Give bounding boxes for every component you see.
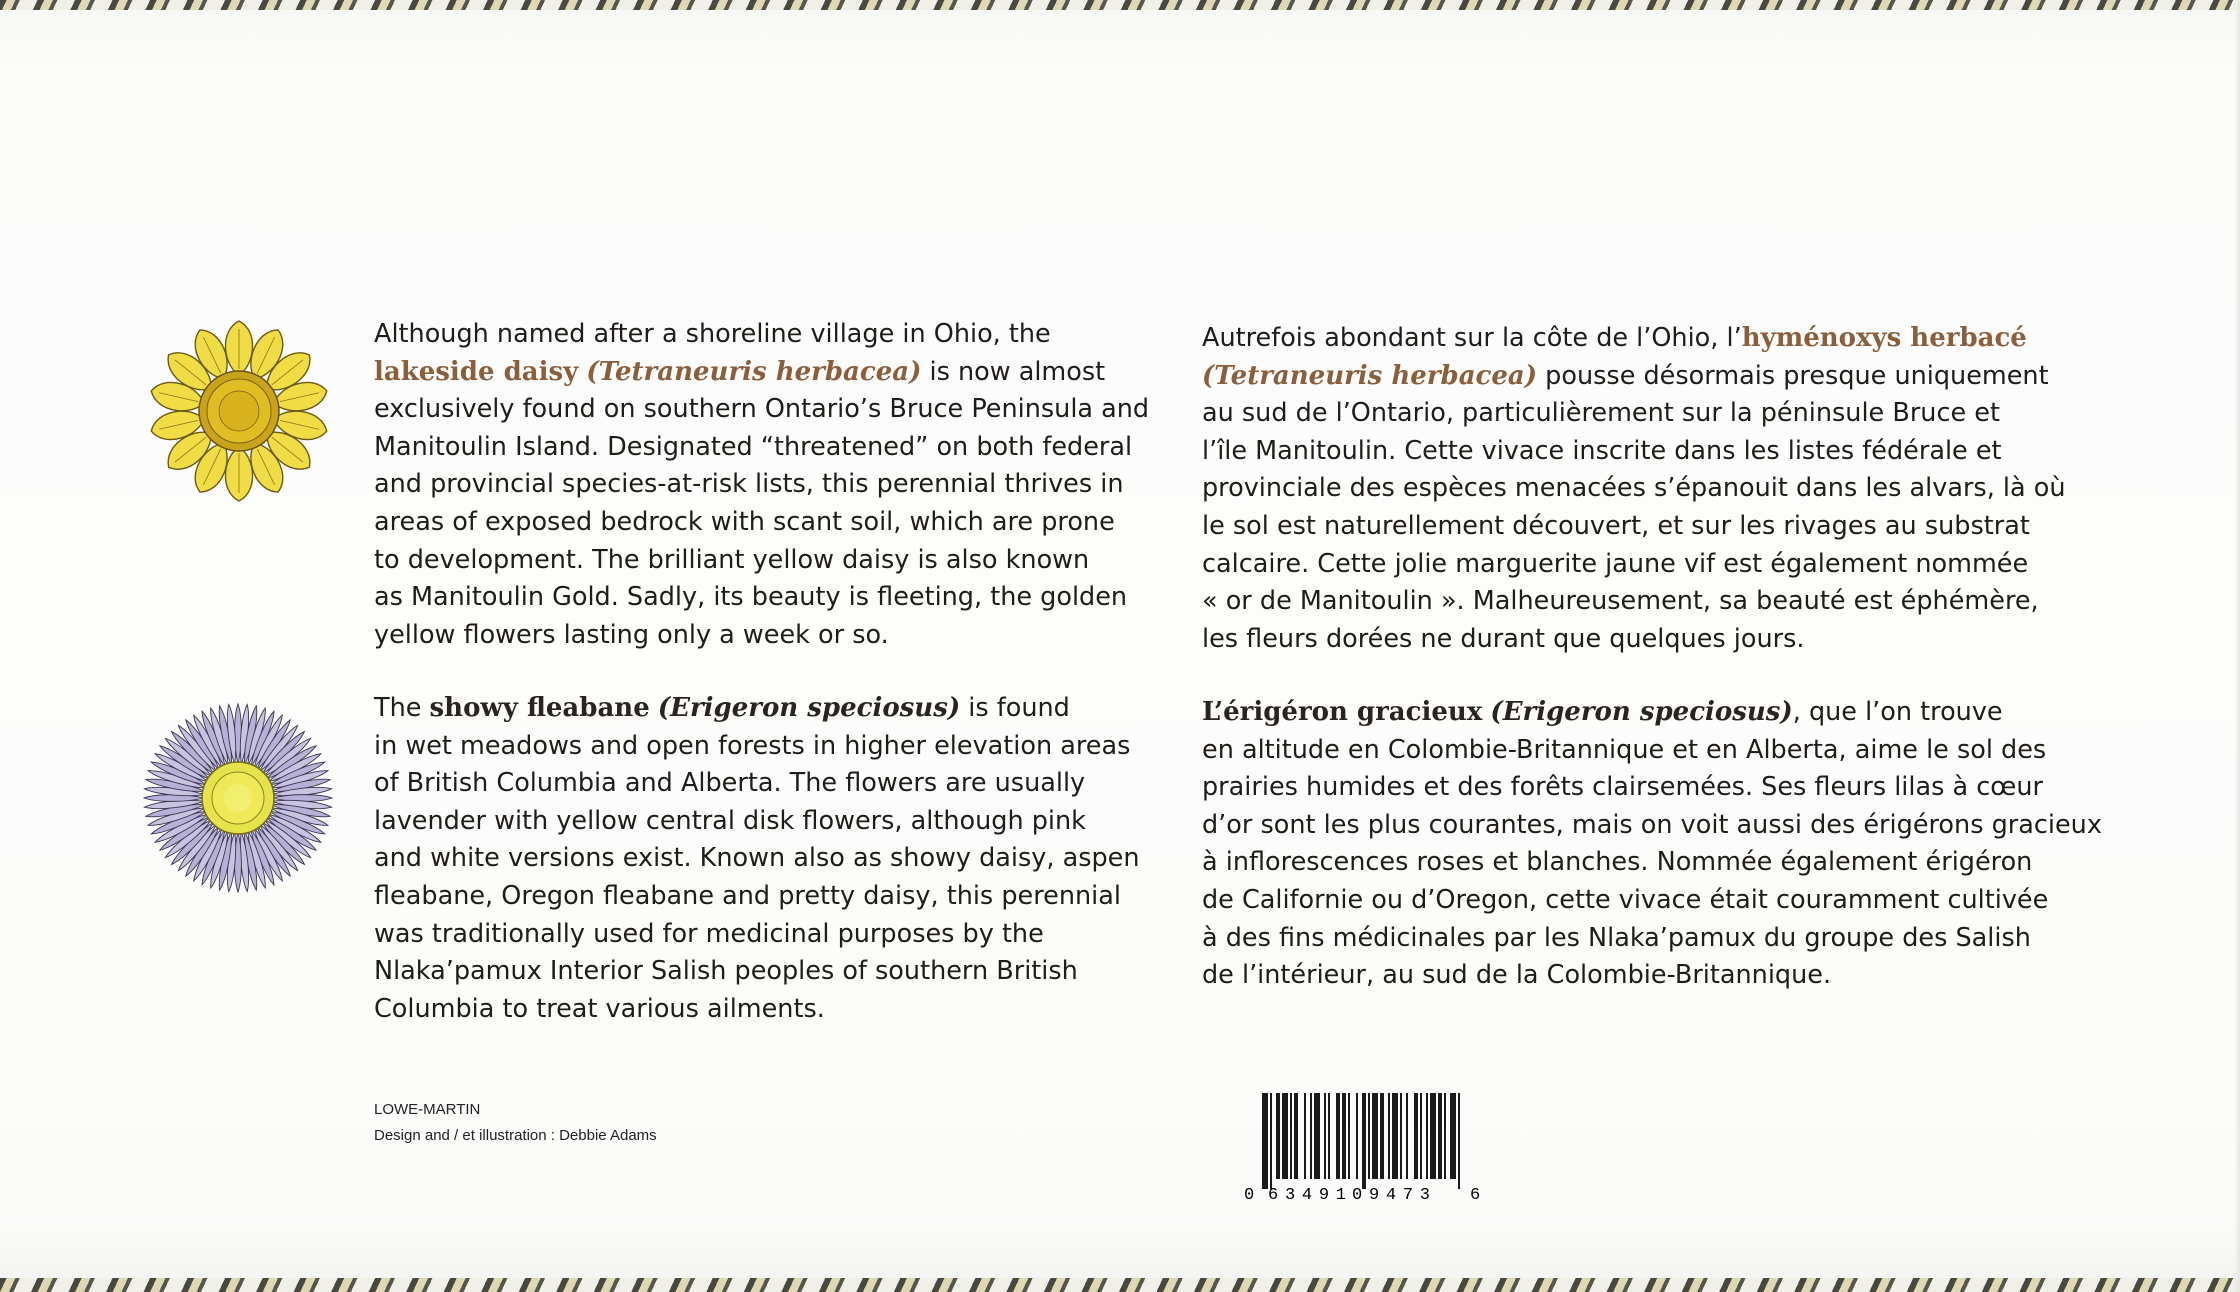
barcode-bar: [1290, 1093, 1292, 1179]
en-p2-line-3: of British Columbia and Alberta. The flowers are usually: [374, 768, 1086, 799]
fr-p1-line-2: [1202, 358, 2066, 396]
en-p1-line-3: exclusively found on southern Ontario’s Bruce Peninsula and: [374, 394, 1150, 425]
en-p2-line-7: was traditionally used for medicinal purposes by the: [374, 918, 1044, 949]
en-common-name-daisy: lakeside daisy: [374, 356, 579, 387]
barcode-group-1: 63491: [1268, 1186, 1346, 1203]
en-p2-line-9: Columbia to treat various ailments.: [374, 993, 825, 1024]
barcode-left-digit: 0: [1244, 1186, 1255, 1203]
fr-p1-line-9: les fleurs dorées ne durant que quelques jours.: [1202, 623, 1805, 654]
barcode-bar: [1356, 1093, 1358, 1179]
fr-p2-line-7: à des fins médicinales par les Nlaka’pamux du groupe des Salish: [1202, 922, 2031, 953]
showy-fleabane-illustration: [140, 700, 336, 896]
barcode-bar: [1262, 1093, 1268, 1189]
fr-p2-line-2: en altitude en Colombie-Britannique et en Alberta, aime le sol des: [1202, 734, 2047, 765]
fr-p2-line-4: d’or sont les plus courantes, mais on voit aussi des érigérons gracieux: [1202, 809, 2102, 840]
en-p2-line-6: fleabane, Oregon fleabane and pretty daisy, this perennial: [374, 880, 1121, 911]
fr-p1-line-1: [1202, 320, 2066, 358]
en-scientific-name-fleabane: (Erigeron speciosus): [657, 693, 961, 723]
barcode-bar: [1362, 1093, 1366, 1189]
fr-p1-line-2-tail: pousse désormais presque uniquement: [1537, 360, 2049, 391]
barcode-bar: [1336, 1093, 1340, 1179]
right-edge-shadow: [2234, 0, 2240, 1292]
barcode-bar: [1420, 1093, 1422, 1179]
fr-scientific-name-daisy: (Tetraneuris herbacea): [1202, 360, 1538, 391]
barcode-bar: [1282, 1093, 1288, 1179]
barcode-bar: [1392, 1093, 1398, 1179]
barcode-bar: [1324, 1093, 1326, 1179]
en-p2-line-1: [374, 690, 1140, 728]
en-common-name-fleabane: showy fleabane: [429, 693, 650, 723]
fr-p1-line-4: l’île Manitoulin. Cette vivace inscrite dans les listes fédérale et: [1202, 435, 2002, 466]
fr-p1-line-6: le sol est naturellement découvert, et sur les rivages au substrat: [1202, 510, 2030, 541]
en-p1-line-4: Manitoulin Island. Designated “threatened” on both federal: [374, 431, 1133, 462]
barcode-bar: [1304, 1093, 1306, 1179]
barcode-bar: [1414, 1093, 1418, 1179]
barcode-bar: [1270, 1093, 1272, 1189]
en-p1-line-7: to development. The brilliant yellow daisy is also known: [374, 544, 1090, 575]
english-column: [374, 316, 1149, 654]
printer-name: LOWE-MARTIN: [374, 1101, 481, 1118]
en-p2-line-2: in wet meadows and open forests in higher elevation areas: [374, 730, 1131, 761]
barcode-bar: [1380, 1093, 1384, 1179]
fr-common-name-fleabane: L’érigéron gracieux: [1202, 697, 1483, 727]
barcode-bar: [1406, 1093, 1408, 1179]
lakeside-daisy-illustration: [146, 318, 332, 504]
fr-p1-line-7: calcaire. Cette jolie marguerite jaune vif est également nommée: [1202, 548, 2029, 579]
upc-barcode: [1244, 1093, 1484, 1203]
barcode-bar: [1310, 1093, 1312, 1179]
english-column-p2: [374, 690, 1140, 1028]
barcode-bar: [1314, 1093, 1320, 1179]
barcode-bar: [1342, 1093, 1346, 1179]
en-p1-line-2: [374, 354, 1149, 392]
en-p1-line-5: and provincial species-at-risk lists, this perennial thrives in: [374, 469, 1124, 500]
en-p1-line-6: areas of exposed bedrock with scant soil, which are prone: [374, 506, 1115, 537]
fr-p2-line-1: [1202, 694, 2102, 732]
en-p1-line-2-tail: is now almost: [921, 356, 1106, 387]
en-p2-line-8: Nlaka’pamux Interior Salish peoples of southern British: [374, 956, 1078, 987]
fr-p1-lead: Autrefois abondant sur la côte de l’Ohio, l’: [1202, 323, 1742, 353]
en-p2-line-1-tail: is found: [960, 693, 1070, 723]
barcode-bar: [1438, 1093, 1442, 1179]
top-border-pattern: [0, 0, 2240, 10]
fr-p1-line-5: provinciale des espèces menacées s’épanouit dans les alvars, là où: [1202, 473, 2066, 504]
barcode-bar: [1368, 1093, 1370, 1179]
fr-common-name-daisy: hyménoxys herbacé: [1741, 323, 2027, 353]
barcode-bar: [1388, 1093, 1390, 1179]
barcode-bar: [1372, 1093, 1378, 1179]
barcode-bar: [1426, 1093, 1428, 1179]
fr-p2-line-8: de l’intérieur, au sud de la Colombie-Britannique.: [1202, 960, 1832, 991]
barcode-right-digit: 6: [1470, 1186, 1481, 1203]
barcode-bar: [1348, 1093, 1350, 1179]
barcode-bar: [1276, 1093, 1280, 1179]
barcode-group-2: 09473: [1352, 1186, 1430, 1203]
en-p2-lead: The: [374, 693, 430, 723]
fr-scientific-name-fleabane: (Erigeron speciosus): [1490, 697, 1793, 727]
en-p2-line-4: lavender with yellow central disk flowers, although pink: [374, 805, 1086, 836]
barcode-bars: [1262, 1093, 1460, 1189]
french-column-p2: [1202, 694, 2102, 995]
fr-p1-line-3: au sud de l’Ontario, particulièrement sur la péninsule Bruce et: [1202, 398, 2000, 429]
fr-p2-line-5: à inflorescences roses et blanches. Nommée également érigéron: [1202, 847, 2033, 878]
credits: [374, 1097, 657, 1149]
barcode-bar: [1450, 1093, 1456, 1179]
en-p1-line-1: Although named after a shoreline village in Ohio, the: [374, 319, 1051, 349]
barcode-bar: [1444, 1093, 1446, 1179]
en-p2-line-5: and white versions exist. Known also as showy daisy, aspen: [374, 843, 1140, 874]
barcode-bar: [1328, 1093, 1330, 1179]
barcode-bar: [1458, 1093, 1460, 1189]
en-scientific-name-daisy: (Tetraneuris herbacea): [586, 356, 922, 387]
design-credit: Design and / et illustration : Debbie Adams: [374, 1127, 657, 1144]
french-column: [1202, 320, 2066, 658]
en-p1-line-8: as Manitoulin Gold. Sadly, its beauty is fleeting, the golden: [374, 582, 1128, 613]
barcode-bar: [1400, 1093, 1402, 1179]
barcode-bar: [1430, 1093, 1436, 1179]
fr-p2-line-1-tail: , que l’on trouve: [1792, 697, 2003, 727]
bottom-border-pattern: [0, 1278, 2240, 1292]
fr-p1-line-8: « or de Manitoulin ». Malheureusement, sa beauté est éphémère,: [1202, 586, 2039, 617]
fr-p2-line-3: prairies humides et des forêts clairsemées. Ses fleurs lilas à cœur: [1202, 772, 2043, 803]
fr-p2-line-6: de Californie ou d’Oregon, cette vivace était couramment cultivée: [1202, 884, 2049, 915]
en-p1-line-9: yellow flowers lasting only a week or so.: [374, 619, 889, 650]
barcode-bar: [1294, 1093, 1298, 1179]
